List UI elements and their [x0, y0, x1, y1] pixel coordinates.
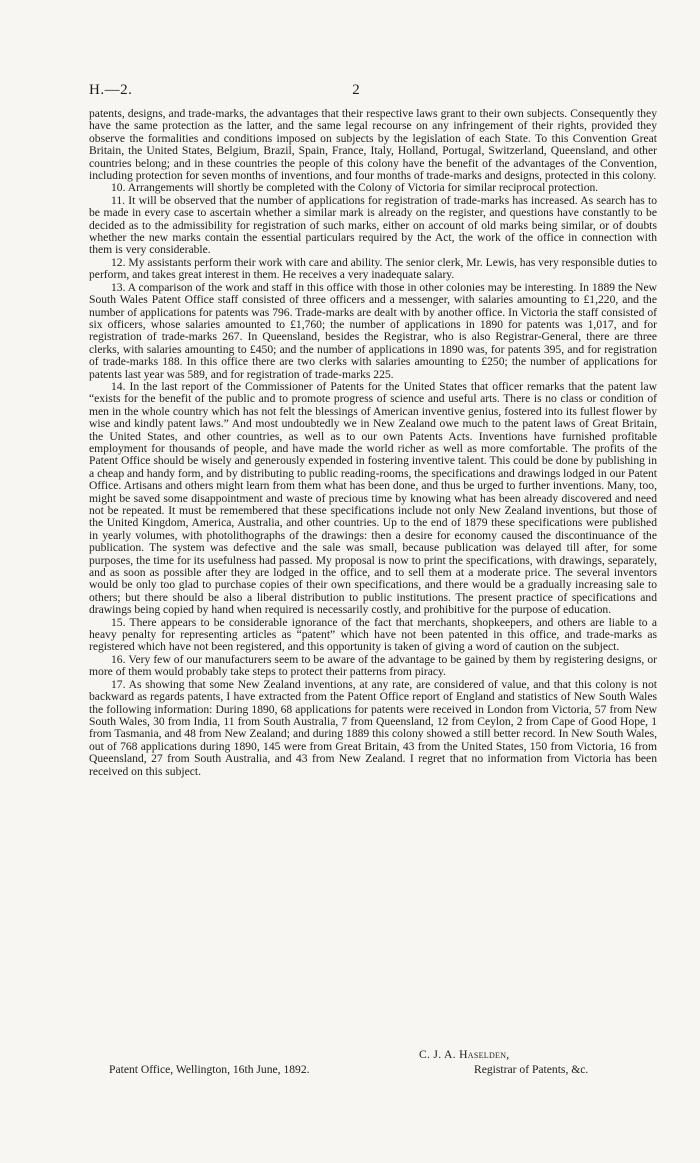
report-body [89, 108, 657, 778]
paragraph-12: 12. My assistants perform their work with care and ability. The senior clerk, Mr. Lewis, has very responsible duties to perform, and takes great interest in them. He receives a very inadequate salary. [89, 255, 657, 282]
place-and-date: Patent Office, Wellington, 16th June, 1892. [109, 1063, 310, 1076]
signature-block [89, 1047, 657, 1087]
signatory-name: C. J. A. Haselden, [419, 1048, 510, 1061]
paragraph-continued: patents, designs, and trade-marks, the advantages that their respective laws grant to their own subjects. Consequently they have the same protection as the latter, and the same legal recourse on any infringement of their rights, provided they observe the formalities and conditions imposed on subjects by the legislation of each State. To this Convention Great Britain, the United States, Belgium, Brazil, Spain, France, Italy, Holland, Portugal, Switzerland, Queensland, and other countries belong; and in these countries the people of this colony have the benefit of the advantages of the Convention, including protection for seven months of inventions, and four months of trade-marks and designs, protected in this colony. [89, 107, 657, 183]
paragraph-10: 10. Arrangements will shortly be completed with the Colony of Victoria for similar reciprocal protection. [111, 181, 599, 195]
paragraph-14: 14. In the last report of the Commissioner of Patents for the United States that officer remarks that the patent law “exists for the benefit of the public and to promote progress of science and useful arts. There is no class or condition of men in the whole country which has not felt the blessings of American inventive genius, fostered into its fullest flower by wise and kindly patent laws.” And most undoubtedly we in New Zealand owe much to the patent laws of Great Britain, the United States, and other countries, as well as to our own Patents Acts. Inventions have furnished profitable employment for thousands of people, and have made the world richer as well as more comfortable. The profits of the Patent Office should be wisely and generously expended in fostering inventive talent. This could be done by publishing in a cheap and handy form, and by distributing to public reading-rooms, the specifications and drawings lodged in our Patent Office. Artisans and others might learn from them what has been done, and thus be urged to further inventions. Many, too, might be saved some disappointment and waste of precious time by knowing what has been already discovered and need not be repeated. It must be remembered that these specifications include not only New Zealand inventions, but those of the United Kingdom, America, Australia, and other countries. Up to the end of 1879 these specifications were published in yearly volumes, with photolithographs of the drawings: then a desire for economy caused the discontinuance of the publication. The system was defective and the sale was small, because publication was delayed till after, for some purposes, the time for its usefulness had passed. My proposal is now to print the specifications, with drawings, separately, and as soon as possible after they are lodged in the office, and to sell them at a moderate price. The several inventors would be only too glad to purchase copies of their own specifications, and there would be a gradually increasing sale to others; but there should be also a liberal distribution to public institutions. The present practice of specifications and drawings being copied by hand when required is necessarily costly, and prohibitive for the purpose of education. [89, 379, 657, 617]
signatory-title: Registrar of Patents, &c. [474, 1063, 589, 1076]
paragraph-11: 11. It will be observed that the number of applications for registration of trade-marks has increased. As search has to be made in every case to ascertain whether a similar mark is already on the register, and questions have constantly to be decided as to the admissibility for registration of such marks, either on account of old marks being similar, or of doubts whether the new marks contain the essential particulars required by the Act, the work of the office in connection with them is very considerable. [89, 193, 657, 257]
paragraph-15: 15. There appears to be considerable ignorance of the fact that merchants, shopkeepers, and others are liable to a heavy penalty for representing articles as “patent” which have not been patented in this office, and trade-marks as registered which have not been registered, and this opportunity is taken of giving a word of caution on the subject. [89, 615, 657, 654]
document-reference: H.—2. [89, 82, 133, 98]
paragraph-17: 17. As showing that some New Zealand inventions, at any rate, are considered of value, and that this colony is not backward as regards patents, I have extracted from the Patent Office report of England and statistics of New South Wales the following information: During 1890, 68 applications for patents were received in London from Victoria, 57 from New South Wales, 30 from India, 11 from South Australia, 7 from Queensland, 12 from Ceylon, 2 from Cape of Good Hope, 1 from Tasmania, and 48 from New Zealand; and during 1889 this colony showed a still better record. In New South Wales, out of 768 applications during 1890, 145 were from Great Britain, 43 from the United States, 150 from Victoria, 16 from Queensland, 27 from South Australia, and 43 from New Zealand. I regret that no information from Victoria has been received on this subject. [89, 677, 657, 778]
paragraph-13: 13. A comparison of the work and staff in this office with those in other colonies may be interesting. In 1889 the New South Wales Patent Office staff consisted of three officers and a messenger, with salaries amounting to £1,220, and the number of applications for patents was 796. Trade-marks are dealt with by another office. In Victoria the staff consisted of six officers, whose salaries amounted to £1,760; the number of applications in 1890 for patents was 1,017, and for registration of trade-marks 267. In Queensland, besides the Registrar, who is also Registrar-General, there are three clerks, with salaries amounting to £450; and the number of applications in 1890 was, for patents 395, and for registration of trade-marks 188. In this office there are two clerks with salaries amounting to £250; the number of applications for patents last year was 589, and for registration of trade-marks 225. [89, 280, 657, 381]
page-header [89, 82, 623, 104]
page-number: 2 [352, 82, 360, 98]
paragraph-16: 16. Very few of our manufacturers seem to be aware of the advantage to be gained by them by registering designs, or more of them would probably take steps to protect their patterns from piracy. [89, 652, 657, 679]
